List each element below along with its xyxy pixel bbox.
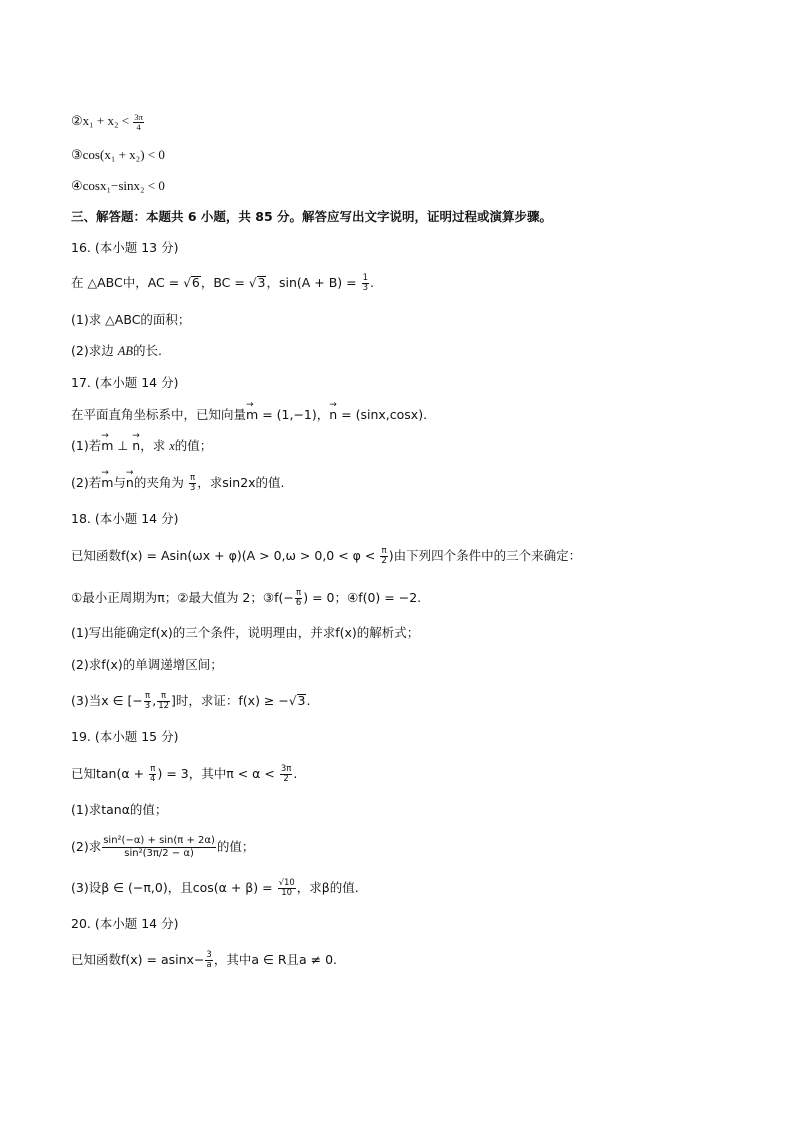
sqrt-radicand: 3 (257, 275, 266, 290)
text-run: , (152, 693, 157, 708)
fraction-denominator: 3 (362, 283, 369, 293)
question-19-part-2 (71, 835, 254, 860)
text-run: (3)当x ∈ [− (71, 693, 143, 708)
fraction-numerator: 3 (206, 950, 212, 960)
question-18-stem (71, 547, 581, 566)
question-18-conditions (71, 589, 421, 608)
statement-3: ③cos(x₁ + x₂) < 0 (71, 147, 165, 162)
text-run: ①最小正周期为π；②最大值为 2；③f(− (71, 590, 294, 605)
question-17-heading: 17. (本小题 14 分) (71, 375, 179, 390)
side-label: AB (117, 344, 133, 358)
sqrt-sign: √ (183, 276, 191, 290)
question-19-part-3 (71, 879, 359, 898)
text-run: 的长. (132, 343, 162, 358)
fraction-numerator: 3π (134, 111, 143, 122)
text-run: 已知tan(α + (71, 766, 145, 781)
fraction-numerator: 3π (280, 764, 292, 774)
compound-fraction (102, 835, 216, 860)
fraction-denominator: 3 (189, 483, 196, 493)
fraction-numerator: π (144, 691, 151, 701)
fraction-denominator: a (206, 960, 212, 970)
fraction-denominator: 3 (144, 701, 151, 711)
fraction-denominator: 6 (295, 598, 302, 608)
fraction-denominator: sin²(3π/2 − α) (124, 848, 194, 859)
vector-m: → m (101, 474, 113, 492)
text-run: (2)求 (71, 839, 102, 854)
text-run: 已知函数f(x) = asinx− (71, 952, 205, 967)
fraction-pi-12 (157, 692, 170, 711)
question-16-part-2 (71, 342, 162, 360)
text-run: 在平面直角坐标系中，已知向量 (71, 407, 247, 422)
text-run: . (370, 275, 374, 290)
text-run: (1)若 (71, 438, 102, 453)
text-run: 与 (113, 475, 126, 490)
text-run: 在 △ABC中，AC = (71, 275, 180, 290)
section-heading: 三、解答题：本题共 6 小题，共 85 分。解答应写出文字说明，证明过程或演算步骤。 (71, 209, 553, 224)
fraction-numerator: 1 (362, 273, 369, 283)
statement-2-text: ②x₁ + x₂ < (71, 113, 130, 128)
text-run: . (306, 693, 311, 708)
text-run: ) = 0；④f(0) = −2. (303, 590, 422, 605)
fraction-denominator: 4 (136, 121, 141, 132)
fraction-pi-3 (144, 692, 151, 711)
text-run: )由下列四个条件中的三个来确定： (388, 548, 582, 563)
fraction-pi-6 (295, 589, 302, 608)
vector-m: → m (101, 437, 113, 455)
question-18-part-1: (1)写出能确定f(x)的三个条件，说明理由，并求f(x)的解析式； (71, 625, 420, 640)
question-18-part-2: (2)求f(x)的单调递增区间； (71, 657, 223, 672)
text-run: ，求β的值. (296, 880, 359, 895)
text-run: 的夹角为 (133, 475, 184, 490)
text-run: ，求 (140, 438, 166, 453)
vector-m: → m (246, 406, 258, 424)
question-16-part-1: (1)求 △ABC的面积； (71, 312, 191, 327)
question-18-part-3 (71, 692, 310, 711)
text-run: ，sin(A + B) = (266, 275, 357, 290)
question-16-stem (71, 274, 374, 293)
fraction-denominator: 2 (283, 774, 289, 784)
text-run: (3)设β ∈ (−π,0)，且cos(α + β) = (71, 880, 273, 895)
vector-n: → n (132, 437, 140, 455)
question-19-stem (71, 765, 297, 784)
question-19-part-1: (1)求tanα的值； (71, 802, 168, 817)
fraction-numerator: π (295, 588, 302, 598)
text-run: = (1,−1)， (262, 407, 330, 422)
statement-4: ④cosx₁−sinx₂ < 0 (71, 178, 165, 193)
text-run: 已知函数f(x) = Asin(ωx + φ)(A > 0,ω > 0,0 < φ < (71, 548, 376, 563)
fraction-numerator: π (190, 473, 196, 483)
fraction-numerator: π (157, 692, 170, 702)
question-19-heading: 19. (本小题 15 分) (71, 729, 179, 744)
vector-n: → n (329, 406, 337, 424)
fraction-pi-3 (189, 474, 196, 493)
text-run: (2)若 (71, 475, 102, 490)
text-run: 的值； (216, 839, 255, 854)
fraction-3pi-4 (133, 113, 144, 132)
question-20-heading: 20. (本小题 14 分) (71, 916, 179, 931)
fraction-denominator: 2 (381, 556, 387, 566)
question-16-heading: 16. (本小题 13 分) (71, 240, 179, 255)
fraction-numerator: √10 (278, 878, 295, 888)
text-run: ，BC = (200, 275, 245, 290)
fraction-3pi-2 (280, 765, 293, 784)
question-17-part-1 (71, 437, 212, 455)
sqrt-sign: √ (288, 694, 297, 708)
text-run: (2)求边 (71, 343, 114, 358)
fraction-denominator: 4 (150, 774, 156, 784)
text-run: ，其中a ∈ R且a ≠ 0. (213, 952, 338, 967)
text-run: ) = 3，其中π < α < (157, 766, 275, 781)
statement-2 (71, 112, 145, 132)
text-run: . (293, 766, 298, 781)
fraction-denominator: 10 (281, 888, 293, 898)
vector-n: → n (126, 474, 134, 492)
text-run: ]时，求证：f(x) ≥ − (171, 693, 289, 708)
text-run: 的值； (174, 438, 213, 453)
variable-x: x (169, 439, 175, 453)
perpendicular-symbol: ⊥ (117, 438, 129, 453)
fraction-numerator: π (150, 764, 156, 774)
fraction-numerator: π (381, 546, 387, 556)
sqrt-radicand: 3 (297, 693, 306, 708)
fraction-1-3 (362, 274, 369, 293)
question-18-heading: 18. (本小题 14 分) (71, 511, 179, 526)
fraction-numerator: sin²(−α) + sin(π + 2α) (103, 835, 215, 846)
question-20-stem (71, 951, 337, 970)
sqrt-sign: √ (248, 276, 257, 290)
fraction-3-a (205, 951, 212, 970)
question-17-part-2 (71, 474, 285, 493)
text-run: = (sinx,cosx). (341, 407, 428, 422)
sqrt-radicand: 6 (191, 275, 200, 290)
fraction-pi-2 (380, 547, 387, 566)
fraction-pi-4 (149, 765, 156, 784)
fraction-denominator: 12 (158, 701, 170, 711)
question-17-stem (71, 406, 427, 424)
text-run: ，求sin2x的值. (197, 475, 285, 490)
fraction-sqrt10-10 (278, 879, 296, 898)
